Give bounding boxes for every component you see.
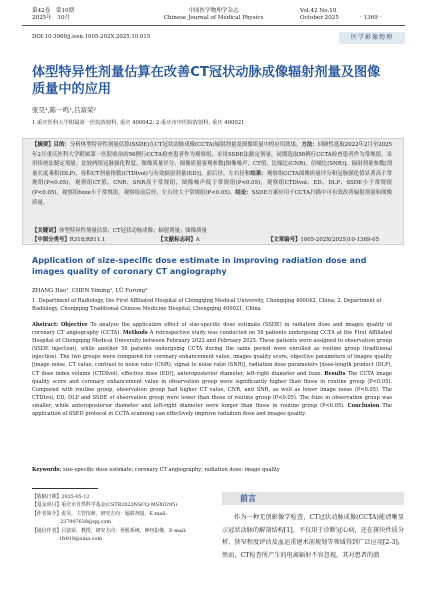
- authors-zh: 张昊¹,陈一鸣¹,吕富荣²: [32, 106, 96, 114]
- footnotes: [32, 493, 212, 543]
- abstract-en-objective: To analyze the application effect of size-specific dose estimate (SSDE) in radiation dose and images quality of coronary CT angiography (CCTA).: [32, 322, 393, 337]
- abstract-results: 观察组CCTA图像质量评分和冠脉强化值显著高于常规组(P<0.05)，观察组CT值、CNR、SNR高于常规组，图像噪声低于常规组(P<0.05)，观察组CTDIvol、ED、DLP、SSDE小于常规组(P<0.05)，观察组fsize小于常规组，观察组前后径、左右径大于常规组(P<0.05)。: [32, 170, 392, 196]
- issue-number: 第42卷 第10期 2025年 10月: [32, 8, 75, 21]
- abstract-en-conclusion-label: Conclusion: [347, 402, 380, 409]
- abstract-methods: 回顾性选取2022年2月至2025年2月重庆医科大学附属第一医院收治的56例行CCTA检查患者作为观察组，采用SSDE法制定剂量，同期选取56例行CCTA检查患者作为常规组，采用传统法制定剂量。比较两组冠脉强化程度、图像质量评分、图像质量客观参数[图像噪声、CT值、比噪比(CNR)、信噪比(SNR)]、辐射剂量参数[剂量长度乘积(DLP)、容积CT剂量指数(CTDIvol)与有效辐射剂量(ED)]、前后径、左右径和: [32, 142, 392, 177]
- section-heading: 前言: [240, 494, 256, 503]
- keywords-en: [32, 466, 392, 474]
- document-code: 【文献标志码】A: [158, 237, 200, 243]
- abstract-conclusion: SSDE方案应用于CCTA扫描中可有效改善辐射剂量和图像质量。: [32, 189, 392, 206]
- journal-name: 中国医学物理学杂志 Chinese Journal of Medical Physics: [163, 8, 264, 21]
- article-number: 【文章编号】1005-202X(2025)10-1369-05: [268, 237, 380, 243]
- keywords-en-label: Keywords:: [32, 467, 62, 473]
- keywords-zh-label: 【关键词】: [32, 228, 59, 234]
- authors-en: ZHANG Hao¹, CHEN Yiming¹, LÜ Furong²: [32, 288, 148, 294]
- header-rule: [22, 25, 405, 26]
- keywords-en-text: size-specific dose estimate; coronary CT angiography; radiation dose; image quality: [62, 467, 280, 473]
- affiliation-en: 1. Department of Radiology, the First Affiliated Hospital of Chongqing Medical University, Chongqing 400042, China; 2. Department of Radiology, Chongqing Traditional Chinese Medicine Hospital, Chongqing 400021, China: [32, 298, 382, 312]
- abstract-objective: 分析体型特异性剂量估算(SSDE)在CT冠状动脉成像(CCTA)辐射剂量及图像质量中的应用效果。: [69, 142, 302, 148]
- section-badge: 医学影像物理: [339, 32, 405, 44]
- classification-row: [32, 236, 394, 244]
- abstract-methods-label: 方法：: [301, 142, 318, 148]
- footnote-received: 【收稿日期】2025-05-12: [32, 494, 90, 500]
- keywords-zh-text: 体型特异性剂量估算；CT冠状动脉成像；辐射剂量；图像质量: [58, 228, 207, 234]
- title-en: Application of size-specific dose estimate in improving radiation dose and images quality of coronary CT angiography: [32, 256, 367, 276]
- footnote-author-email: 237907638@qq.com: [60, 519, 112, 526]
- abstract-en-methods: A retrospective study was conducted on 56 patients undergoing CCTA at the First Affiliated Hospital of Chongqing Medical University between February 2022 and February 2025. These patients were assigned to observation group (SSDE injection), while another 56 patients undergoing CCTA during the same period were enrolled as routine group (traditional injection). The two groups were compared for coronary enhancement value, images quality score, objective parameters of images quality [image noise, CT value, contrast to noise ratio (CNR), signal to noise ratio (SNR)], radiation dose parameters [dose-length product (DLP), CT dose index volume (CTDIvol), effective dose (ED)], anteroposterior diameter, left-right diameter and fsize.: [32, 330, 392, 377]
- footnote-corresponding: 【通信作者】吕富荣，教授，研究方向：骨肌系统、神经影像，E-mail:: [32, 527, 187, 534]
- footnote-funding: 【基金项目】重庆市自然科学基金(CSTB2023NSCQ-MSX0295): [32, 502, 178, 509]
- abstract-en-objective-label: Abstract: Objective: [32, 322, 88, 328]
- abstract-en-results-label: Results: [324, 370, 346, 377]
- footnote-corresponding-email: lfr918@sina.com: [60, 536, 102, 543]
- abstract-conclusion-label: 结论：: [235, 189, 252, 196]
- footnote-author: 【作者简介】张昊，主管技师，研究方向：辐射剂量，E-mail:: [32, 510, 168, 517]
- abstract-en: [32, 321, 392, 418]
- footnote-rule: [32, 488, 98, 489]
- abstract-en-conclusion: The application of SSED protocol in CCTA scanning can effectively improve radiation dose and images quality.: [32, 402, 393, 418]
- abstract-results-label: 结果：: [250, 170, 267, 177]
- keywords-zh: [32, 227, 394, 235]
- volume-info: Vol.42 No.10 October 2025: [300, 8, 339, 21]
- abstract-en-methods-label: Methods: [122, 330, 148, 337]
- affiliation-zh: 1.重庆医科大学附属第一医院放射科, 重庆 400042; 2.重庆市中医院放射科, 重庆 400021: [32, 120, 245, 126]
- clc-number: 【中图分类号】R318;R811.1: [32, 237, 106, 243]
- page-number: · 1369 ·: [360, 15, 382, 21]
- doi: DOI:10.3969/j.issn.1005-202X.2025.10.015: [32, 34, 151, 40]
- abstract-en-results: The CCTA image quality score and coronary enhancement value in observation group were significantly higher than those in routine group (P<0.05). Compared with routine group, observation group had higher CT value, CNR, and SNR, as well as lower image noise (P<0.05). The CTDIvol, ED, DLP and SSDE of observation group were lower than those of routine group (P<0.05). The fsize in observation group was smaller, while anteroposterior diameter and left-right diameter were longer than those in routine group (P<0.05).: [32, 370, 393, 409]
- title-zh: 体型特异性剂量估算在改善CT冠状动脉成像辐射剂量及图像质量中的应用: [32, 65, 381, 97]
- abstract-objective-label: 【摘要】目的：: [32, 142, 70, 148]
- abstract-zh: [32, 141, 392, 208]
- intro-paragraph: 作为一种无创影像学检查，CT冠状动脉成像(CCTA)能清晰显示冠状动脉的解剖结构[1]，不仅用于诊断冠心病，还在斑块性质分析、狭窄程度评估及血运重建术前规划等领域得到广泛应用[2-3]。然而，CT检查所产生的电离辐射不容忽视，其对患者的潜: [222, 514, 405, 560]
